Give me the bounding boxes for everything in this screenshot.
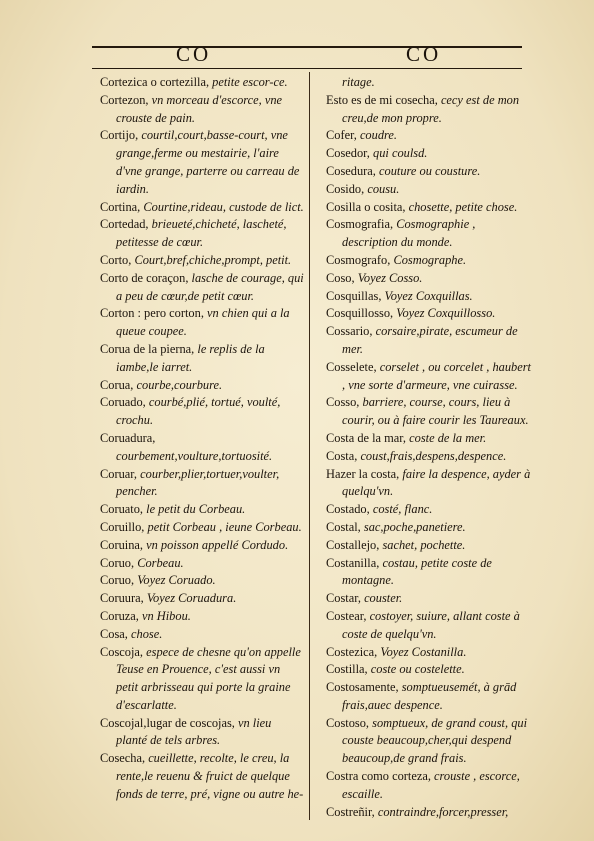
definition: crouste , escorce, escaille. (342, 769, 520, 801)
dictionary-entry (100, 466, 305, 502)
headword: Corton : pero corton, (100, 306, 204, 321)
dictionary-entry (100, 216, 305, 252)
dictionary-entry (326, 555, 532, 591)
dictionary-entry (326, 163, 532, 181)
headword: Costoso, (326, 715, 370, 730)
definition: qui coulsd. (373, 146, 428, 161)
definition: Voyez Cosso. (357, 270, 423, 285)
definition: vn lieu planté de tels arbres. (116, 715, 272, 748)
headword: Coso, (326, 270, 355, 285)
headword: Cortina, (100, 199, 141, 214)
dictionary-entry (326, 519, 532, 537)
headword: Coruura, (100, 591, 144, 606)
dictionary-entry (326, 252, 532, 270)
definition: contraindre,forcer,presser, (377, 804, 509, 819)
headword: Cofer, (326, 128, 357, 143)
definition: petite escor-ce. (212, 75, 288, 89)
dictionary-entry (326, 199, 532, 217)
dictionary-entry (326, 270, 532, 288)
definition: couster. (364, 591, 403, 606)
dictionary-entry (326, 181, 532, 199)
dictionary-entry (326, 323, 532, 359)
definition: lasche de courage, qui a peu de cœur,de petit cœur. (116, 270, 304, 303)
definition: costoyer, suiure, allant coste à coste de quelqu'vn. (342, 608, 520, 641)
left-column (100, 74, 305, 811)
right-column (326, 74, 532, 819)
header-right-letters: CO (406, 42, 442, 66)
dictionary-entry (100, 590, 305, 608)
dictionary-entry (100, 626, 305, 644)
definition: vn Hibou. (142, 608, 191, 623)
dictionary-entry (100, 341, 305, 377)
definition: courbe,courbure. (136, 377, 223, 392)
dictionary-entry (100, 501, 305, 519)
dictionary-entry (100, 199, 305, 217)
dictionary-entry (326, 804, 532, 822)
definition: vn morceau d'escorce, vne crouste de pain. (116, 92, 283, 125)
headword: Cortedad, (100, 217, 149, 232)
definition: cecy est de mon creu,de mon propre. (342, 92, 520, 125)
dictionary-entry (326, 394, 532, 430)
definition: faire la despence, ayder à quelqu'vn. (342, 466, 531, 499)
header-left-letters: CO (176, 42, 212, 66)
dictionary-entry (326, 448, 532, 466)
header-rule-lower (92, 68, 522, 69)
headword: Costanilla, (326, 555, 380, 570)
dictionary-entry (326, 359, 532, 395)
headword: Costezica, (326, 644, 378, 659)
headword: Cosecha, (100, 751, 146, 766)
definition: barriere, course, cours, lieu à courir, ou à faire courir les Taureaux. (342, 395, 529, 428)
dictionary-entry (326, 430, 532, 448)
definition: ritage. (342, 75, 375, 89)
dictionary-entry (100, 555, 305, 573)
definition: corselet , ou corcelet , haubert , vne sorte d'armeure, vne cuirasse. (342, 359, 531, 392)
definition: sac,poche,panetiere. (363, 519, 466, 534)
dictionary-entry (326, 74, 532, 92)
definition: coste de la mer. (409, 430, 487, 445)
headword: Costilla, (326, 662, 368, 677)
headword: Coruado, (100, 395, 146, 410)
headword: Esto es de mi cosecha, (326, 92, 438, 107)
headword: Coruza, (100, 608, 139, 623)
headword: Coruillo, (100, 519, 145, 534)
dictionary-entry (100, 572, 305, 590)
dictionary-entry (100, 608, 305, 626)
definition: Cosmographe. (393, 252, 467, 267)
headword: Cosedura, (326, 163, 376, 178)
definition: courtil,court,basse-court, vne grange,ferme ou mestairie, l'aire d'vne grange, parterre ou carreau de iardin. (116, 128, 300, 196)
definition: Court,bref,chiche,prompt, petit. (134, 252, 292, 267)
dictionary-entry (326, 466, 532, 502)
definition: coudre. (359, 128, 397, 143)
dictionary-entry (326, 715, 532, 768)
definition: costé, flanc. (372, 502, 433, 517)
dictionary-entry (100, 74, 305, 92)
headword: Coruo, (100, 573, 135, 588)
headword: Coruadura, (100, 430, 156, 445)
dictionary-entry (100, 270, 305, 306)
definition: brieueté,chicheté, lascheté, petitesse de cœur. (116, 217, 287, 250)
dictionary-entry (326, 127, 532, 145)
headword: Corua, (100, 377, 134, 392)
definition: Cosmographie , description du monde. (342, 217, 476, 250)
headword: Costallejo, (326, 537, 380, 552)
definition: coust,frais,despens,despence. (360, 448, 507, 463)
definition: chose. (131, 626, 163, 641)
headword: Coruato, (100, 502, 144, 517)
definition: cousu. (367, 181, 400, 196)
definition: courbement,voulture,tortuosité. (116, 448, 273, 463)
dictionary-entry (326, 590, 532, 608)
headword: Corto de coraçon, (100, 270, 189, 285)
definition: espece de chesne qu'on appelle Teuse en Prouence, c'est aussi vn petit arbrisseau qui porte la graine d'escarlatte. (116, 644, 301, 712)
headword: Cosselete, (326, 359, 377, 374)
headword: Cosa, (100, 626, 128, 641)
headword: Hazer la costa, (326, 466, 400, 481)
dictionary-entry (100, 377, 305, 395)
definition: chosette, petite chose. (408, 199, 518, 214)
headword: Costado, (326, 502, 370, 517)
headword: Coruar, (100, 466, 138, 481)
headword: Cosso, (326, 395, 360, 410)
headword: Cosedor, (326, 146, 370, 161)
definition: cueillette, recolte, le creu, la rente,le reuenu & fruict de quelque fonds de terre, pré, vigne ou autre he- (116, 751, 304, 801)
dictionary-entry (326, 661, 532, 679)
definition: Voyez Coruadura. (146, 591, 237, 606)
headword: Cosido, (326, 181, 365, 196)
dictionary-entry (100, 644, 305, 715)
headword: Costreñir, (326, 804, 375, 819)
definition: costau, petite coste de montagne. (342, 555, 492, 588)
dictionary-entry (326, 644, 532, 662)
dictionary-entry (326, 305, 532, 323)
definition: vn chien qui a la queue coupee. (116, 306, 290, 339)
definition: corsaire,pirate, escumeur de mer. (342, 324, 518, 356)
headword: Cosquillosso, (326, 306, 394, 321)
headword: Coruo, (100, 555, 135, 570)
headword: Cosmografia, (326, 217, 394, 232)
definition: Corbeau. (137, 555, 184, 570)
dictionary-entry (326, 679, 532, 715)
headword: Coruina, (100, 537, 144, 552)
dictionary-entry (100, 252, 305, 270)
dictionary-entry (326, 145, 532, 163)
headword: Coscoja, (100, 644, 144, 659)
dictionary-entry (100, 430, 305, 466)
definition: Courtine,rideau, custode de lict. (143, 199, 304, 214)
dictionary-entry (326, 216, 532, 252)
definition: somptueux, de grand coust, qui couste beaucoup,cher,qui despend beaucoup,de grand frais. (342, 715, 528, 766)
dictionary-entry (326, 92, 532, 128)
definition: somptueusemét, à grād frais,auec despence. (342, 680, 517, 712)
headword: Costal, (326, 519, 361, 534)
definition: vn poisson appellé Cordudo. (146, 537, 289, 552)
column-divider (309, 72, 310, 820)
dictionary-entry (100, 750, 305, 803)
headword: Cortezica o cortezilla, (100, 75, 210, 89)
headword: Cossario, (326, 324, 373, 339)
headword: Costra como corteza, (326, 769, 431, 784)
headword: Costa, (326, 448, 358, 463)
dictionary-entry (100, 127, 305, 198)
dictionary-entry (100, 715, 305, 751)
dictionary-entry (100, 92, 305, 128)
dictionary-entry (326, 501, 532, 519)
headword: Costa de la mar, (326, 430, 407, 445)
headword: Cortezon, (100, 92, 149, 107)
definition: petit Corbeau , ieune Corbeau. (147, 519, 302, 534)
dictionary-entry (100, 519, 305, 537)
headword: Costosamente, (326, 680, 399, 695)
headword: Costar, (326, 591, 361, 606)
headword: Cortijo, (100, 128, 139, 143)
dictionary-entry (326, 537, 532, 555)
definition: Voyez Costanilla. (380, 644, 467, 659)
definition: couture ou cousture. (379, 163, 481, 178)
definition: Voyez Coruado. (137, 573, 216, 588)
headword: Cosquillas, (326, 288, 382, 303)
headword: Costear, (326, 608, 367, 623)
dictionary-entry (100, 305, 305, 341)
headword: Coscojal,lugar de coscojas, (100, 715, 235, 730)
dictionary-entry (326, 608, 532, 644)
headword: Corua de la pierna, (100, 341, 195, 356)
headword: Corto, (100, 252, 132, 267)
running-header (92, 34, 522, 72)
definition: sachet, pochette. (382, 537, 466, 552)
definition: Voyez Coxquillas. (384, 288, 473, 303)
definition: Voyez Coxquillosso. (396, 306, 496, 321)
definition: courbé,plié, tortué, voulté, crochu. (116, 395, 281, 428)
headword: Cosmografo, (326, 252, 391, 267)
dictionary-entry (326, 768, 532, 804)
headword: Cosilla o cosita, (326, 199, 406, 214)
dictionary-entry (100, 394, 305, 430)
dictionary-entry (326, 288, 532, 306)
definition: le replis de la iambe,le iarret. (116, 341, 265, 374)
dictionary-entry (100, 537, 305, 555)
header-rule (92, 46, 522, 48)
definition: coste ou costelette. (370, 662, 465, 677)
definition: courber,plier,tortuer,voulter, pencher. (116, 466, 280, 499)
definition: le petit du Corbeau. (146, 502, 246, 517)
